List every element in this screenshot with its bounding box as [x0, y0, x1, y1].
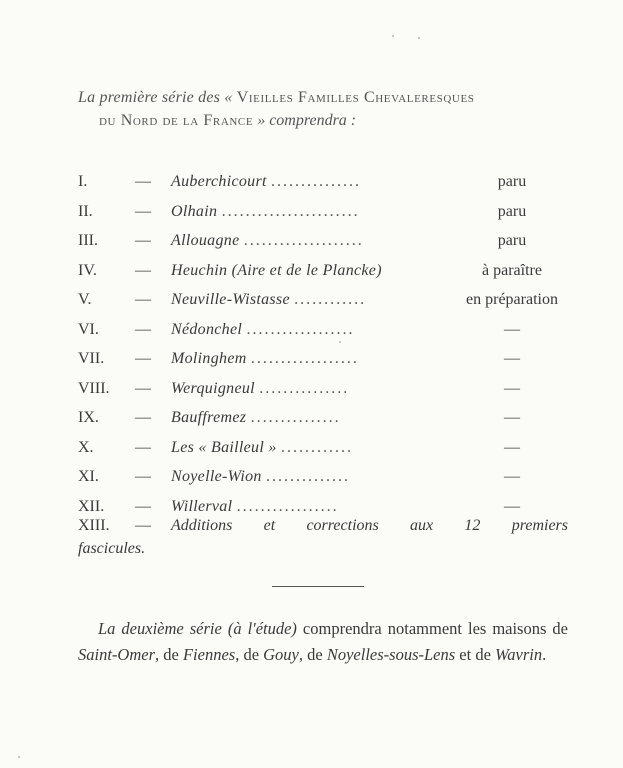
volume-number: IV. — [78, 261, 97, 279]
section-divider — [272, 586, 364, 587]
volume-dash: — — [135, 350, 151, 367]
paragraph-text: , de — [235, 645, 264, 664]
volume-family-name — [171, 167, 361, 197]
dot-leader: .................... — [243, 232, 364, 249]
volume-status: en préparation — [466, 291, 558, 308]
family-name-text: Noyelle-Wion — [171, 468, 262, 485]
additions-text-continued: fascicules. — [78, 540, 146, 557]
volume-dash: — — [135, 232, 151, 249]
volume-status: paru — [497, 202, 527, 220]
volume-number: VI. — [78, 320, 99, 338]
volume-status: — — [504, 438, 520, 456]
house-noyelles-sous-lens: Noyelles-sous-Lens — [326, 645, 456, 664]
family-name-text: Bauffremez — [171, 409, 247, 426]
volume-row — [78, 374, 578, 404]
volume-number: XI. — [78, 468, 99, 485]
dot-leader: ............... — [271, 173, 362, 190]
second-series-label: La deuxième série (à l'étude) — [98, 619, 297, 638]
volume-row — [78, 344, 578, 374]
family-name-text: Les « Bailleul » — [171, 438, 277, 456]
paragraph-text: . — [542, 645, 547, 664]
volume-number: III. — [78, 232, 98, 249]
dot-leader: ............ — [281, 438, 353, 456]
paragraph-text: , de — [298, 645, 327, 664]
volume-row — [78, 315, 578, 345]
volume-dash: — — [135, 261, 151, 279]
house-gouy: Gouy — [263, 645, 299, 664]
family-name-text: Olhain — [171, 202, 218, 220]
family-name-text: Neuville-Wistasse — [171, 291, 290, 308]
paper-speck — [18, 756, 20, 758]
paper-speck — [418, 37, 420, 39]
volume-dash: — — [135, 202, 151, 220]
volume-list — [78, 167, 578, 521]
volume-dash: — — [135, 291, 151, 308]
volume-family-name — [171, 344, 359, 374]
volume-dash: — — [135, 409, 151, 426]
volume-row-additions — [78, 514, 568, 560]
dot-leader: .................. — [246, 320, 355, 338]
additions-text: Additions et corrections aux 12 premiers — [171, 517, 568, 534]
volume-dash: — — [135, 438, 151, 456]
volume-row — [78, 285, 578, 315]
family-name-text: Nédonchel — [171, 320, 243, 338]
paragraph-text: , de — [155, 645, 183, 664]
first-series-intro — [78, 86, 578, 132]
volume-status: — — [504, 379, 520, 397]
volume-family-name — [171, 433, 353, 463]
volume-row — [78, 167, 578, 197]
volume-family-name — [171, 462, 350, 492]
volume-status: — — [504, 409, 520, 426]
family-name-text: Allouagne — [171, 232, 240, 249]
volume-dash: — — [135, 173, 151, 190]
intro-prefix: La première série des « — [78, 89, 237, 106]
family-name-text: Werquigneul — [171, 379, 255, 397]
volume-number: X. — [78, 438, 94, 456]
volume-row — [78, 256, 578, 286]
volume-dash: — — [135, 517, 151, 534]
volume-family-name — [171, 226, 364, 256]
series-name-line2: du Nord de la France — [99, 112, 254, 129]
volume-status: paru — [497, 232, 527, 249]
dot-leader: ............... — [259, 379, 350, 397]
volume-number: II. — [78, 202, 93, 220]
paragraph-text: et de — [455, 645, 496, 664]
volume-status: — — [504, 350, 520, 367]
family-name-text: Heuchin (Aire et de le Plancke) — [171, 261, 382, 279]
volume-number: VIII. — [78, 379, 110, 397]
volume-row — [78, 433, 578, 463]
volume-number: VII. — [78, 350, 105, 367]
dot-leader: ....................... — [221, 202, 360, 220]
volume-number: XII. — [78, 497, 105, 515]
volume-family-name — [171, 197, 360, 227]
volume-status: — — [504, 320, 520, 338]
dot-leader: .................. — [250, 350, 359, 367]
volume-row — [78, 462, 578, 492]
dot-leader: ............ — [294, 291, 367, 308]
volume-row — [78, 403, 578, 433]
dot-leader: ............... — [250, 409, 341, 426]
volume-status: paru — [497, 173, 527, 190]
family-name-text: Molinghem — [171, 350, 247, 367]
volume-row — [78, 226, 578, 256]
second-series-paragraph — [78, 616, 568, 668]
volume-status: — — [504, 497, 520, 515]
paragraph-text: comprendra notamment les maisons de — [296, 619, 568, 638]
volume-family-name — [171, 315, 354, 345]
volume-dash: — — [135, 320, 151, 338]
volume-dash: — — [135, 468, 151, 485]
volume-number: I. — [78, 173, 88, 190]
dot-leader: ................. — [236, 497, 339, 515]
volume-family-name — [171, 374, 349, 404]
house-wavrin: Wavrin — [495, 645, 543, 664]
volume-number: V. — [78, 291, 92, 308]
volume-family-name — [171, 285, 366, 315]
volume-number: IX. — [78, 409, 99, 426]
paper-speck — [392, 35, 394, 37]
volume-status: — — [504, 468, 520, 485]
house-fiennes: Fiennes — [182, 645, 236, 664]
volume-status: à paraître — [482, 261, 542, 279]
series-name-line1: Vieilles Familles Chevaleresques — [236, 89, 475, 106]
volume-row — [78, 197, 578, 227]
house-saint-omer: Saint-Omer — [78, 645, 155, 664]
volume-family-name — [171, 403, 341, 433]
dot-leader: .............. — [266, 468, 350, 485]
volume-family-name — [171, 256, 382, 286]
intro-suffix: » comprendra : — [253, 112, 357, 129]
family-name-text: Auberchicourt — [171, 173, 267, 190]
family-name-text: Willerval — [171, 497, 233, 515]
volume-dash: — — [135, 379, 151, 397]
volume-dash: — — [135, 497, 151, 515]
volume-number: XIII. — [78, 517, 110, 534]
